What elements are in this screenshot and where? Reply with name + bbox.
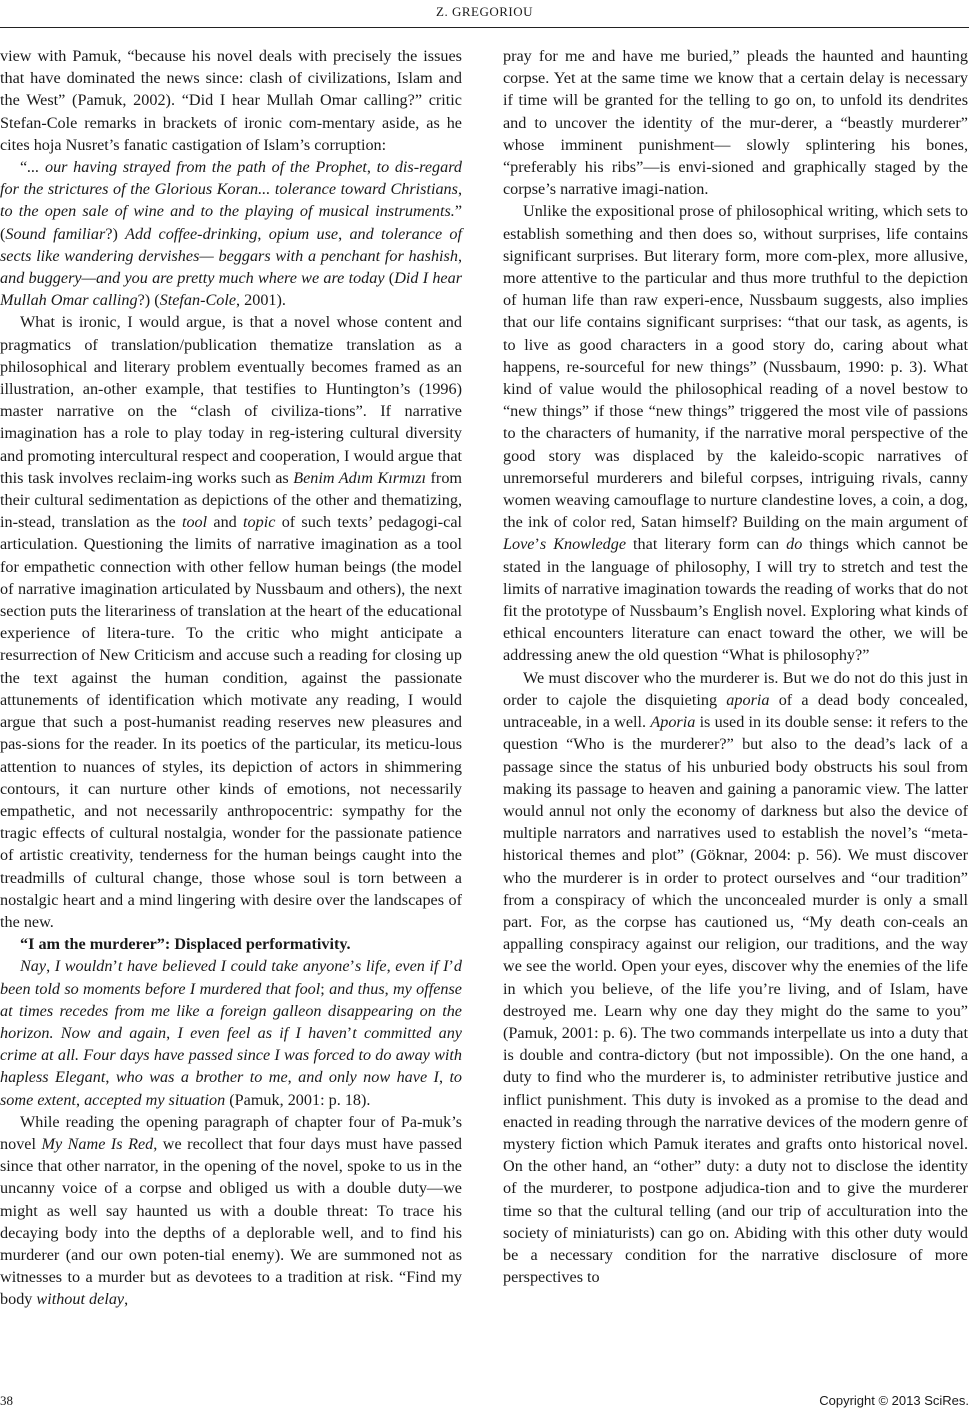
italic-text: and thus <box>329 979 385 998</box>
italic-text: do <box>786 535 803 554</box>
italic-text: and tolerance of sects like wandering dervishes— beggars with a penchant for hashish <box>0 224 463 265</box>
italic-text: Did I hear Mullah Omar calling <box>0 269 462 310</box>
text-run: ?) ( <box>137 291 160 310</box>
italic-text: to the open sale of wine and to the playing of musical instruments. <box>0 202 455 221</box>
italic-text: My Name Is Red <box>41 1134 154 1153</box>
italic-text: aporia <box>726 690 770 709</box>
text-run: “ <box>20 158 28 177</box>
italic-text: to some extent <box>0 1068 463 1109</box>
italic-text: Add coffee-drinking <box>125 224 258 243</box>
copyright-notice: Copyright © 2013 SciRes. <box>819 1393 969 1408</box>
text-run: , <box>386 957 396 976</box>
text-run: is used in its double sense: it refers to the question “Who is the murderer?” but also to the dead’s lack of a passage since the status of his unburied body obstructs his soul from making its passage to heaven and gaining a panoramic view. The latter would annul not only the economy of darkness but also the device of multiple narrators and narratives used to establish the novel’s “meta-historical themes and plot” (Göknar, 2004: p. 56). We must discover who the murderer is in order to protect ourselves and “our tradition” from a conspiracy of which the unconcealed murder is only a small part. For, as the corpse has cautioned us, “My death con-ceals an appalling conspiracy against our religion, our traditions, and the way we see the world. Open your eyes, discover why the enemies of the life in which you believe, of the life you’re living, and of Islam, have destroyed me. Learn why one day they might do the same to you” (Pamuk, 2001: p. 6). The two commands interpellate us into a duty that is double and contra-dictory (but not impossible). On the one hand, a duty to find who the murderer is, to administer retributive justice and inflict punishment. This duty is invoked as a promise to the dead and enacted in reading through the narrative devices of the modern genre of mystery fiction which Pamuk iterates and grafts onto historical novel. On the other hand, an “other” duty: a duty not to disclose the identity of the murderer, to postpone adjudica-tion and to give the murderer time so that the cultural telling (and our trip of acculturation into the society of miniaturists) can go on. Abiding with this other duty would be a necessary condition for the narrative disclosure of more perspectives to <box>503 713 968 1287</box>
text-run: , <box>457 246 462 265</box>
italic-text: and only now have I <box>298 1068 439 1087</box>
paragraph <box>503 667 968 1289</box>
italic-text: who was a brother to me <box>115 1068 288 1087</box>
italic-text: opium use <box>268 224 339 243</box>
italic-text: Aporia <box>650 713 696 732</box>
italic-text: even if I <box>395 957 449 976</box>
text-run: ’ <box>534 535 540 554</box>
italic-text: t committed any crime at all. Four days have passed since I was forced to do away with hapless Elegant <box>0 1023 462 1087</box>
italic-text: tool <box>181 513 208 532</box>
text-run: ; <box>320 979 330 998</box>
paragraph <box>503 200 968 666</box>
paragraph <box>0 311 462 933</box>
text-run: ’ <box>346 1023 353 1042</box>
block-quote <box>0 156 462 311</box>
text-run: , <box>338 224 350 243</box>
text-run: , <box>46 957 55 976</box>
italic-text: Benim Adım Kırmızı <box>293 468 427 487</box>
text-run: While reading the opening paragraph of chapter four of Pa-muk’s novel <box>0 1112 462 1153</box>
italic-text: I wouldn <box>54 957 113 976</box>
paragraph <box>0 45 462 156</box>
text-run: view with Pamuk, “because his novel deals with precisely the issues that have dominated the news since: clash of civilizations, Islam and the West” (Pamuk, 2002). “Did I hear Mullah Omar calling?” critic Stefan-Cole remarks in brackets of ironic com-mentary aside, as he cites hoja Nusret’s fanatic castigation of Islam’s corruption: <box>0 47 462 154</box>
paragraph <box>0 1111 462 1311</box>
italic-text: d been told so moments before I murdered that fool <box>0 957 463 998</box>
italic-text: Stefan-Cole <box>159 291 237 310</box>
text-run: things which cannot be stated in the language of philosophy, I will try to stretch and test the limits of narrative imagination towards the reading of works that do not fit the prototype of Nussbaum’s English novel. Exploring what kinds of ethical encounters literature can enact toward the other, we will be addressing anew the old question “What is philosophy?” <box>503 535 968 665</box>
text-run: ’ <box>448 957 454 976</box>
text-run: ’ <box>112 957 118 976</box>
section-heading: “I am the murderer”: Displaced performativity. <box>20 935 351 954</box>
text-run: , <box>384 979 393 998</box>
text-run: of such texts’ pedagogi-cal articulation. Questioning the limits of narrative imagination as a tool for empathetic connection with other fellow human beings (the model of narrative imagination articulated by Nussbaum and others), the next section puts the literariness of translation at the heart of the educational experience of litera-ture. To the critic who might anticipate a resurrection of New Criticism and accuse such a reading for closing up the text against the human condition, against the passionate attunements of identification which motivate any reading, I would argue that such a post-humanist reading reserves new pleasures and pas-sions for the reader. In its poetics of the particular, its meticu-lous attention to nuances of styles, its depiction of actors in shimmering contours, it can nurture other kinds of emotions, not necessarily empathetic, and not necessarily anthropocentric: sympathy for the tragic effects of cultural nostalgia, wonder for the passionate patience of artistic creativity, tenderness for the human beings caught into the treadmills of cultural change, those whose soul is torn between a nostalgic heart and a mind lingering with desire over the landscapes of the new. <box>0 513 462 931</box>
text-run: that literary form can <box>626 535 787 554</box>
text-run: , <box>438 1068 450 1087</box>
italic-text: Love <box>503 535 535 554</box>
italic-text: my offense at times recedes from me like a foreign galleon disappearing on the horizon. Now and again <box>0 979 462 1042</box>
italic-text: s Knowledge <box>539 535 627 554</box>
text-run: , <box>166 1023 178 1042</box>
text-run: from their cultural sedimentation as depictions of the other and thematizing, in-stead, translation as the <box>0 468 463 532</box>
right-column <box>503 45 968 1288</box>
running-head: Z. GREGORIOU <box>436 4 533 19</box>
italic-text: accepted my situation <box>84 1090 226 1109</box>
text-run: ?) <box>105 224 126 243</box>
italic-text: Nay <box>20 957 47 976</box>
italic-text: without delay <box>36 1290 125 1309</box>
italic-text: s life <box>354 957 387 976</box>
text-run: of a dead body concealed, untraceable, in a well. <box>503 690 968 732</box>
header-rule <box>0 27 969 28</box>
italic-text: to dis-regard for the strictures of the Glorious Koran... tolerance toward Christians <box>0 158 462 199</box>
text-run: , 2001). <box>236 291 286 310</box>
paragraph <box>503 45 968 200</box>
italic-text: t have believed I could take anyone <box>117 957 350 976</box>
text-run: ” ( <box>0 202 462 243</box>
text-run: , <box>366 158 377 177</box>
text-run: , <box>457 180 462 199</box>
text-run: ( <box>384 269 395 288</box>
text-run: , <box>75 1090 85 1109</box>
page-number: 38 <box>0 1393 13 1408</box>
text-run: (Pamuk, 2001: p. 18). <box>225 1090 371 1109</box>
block-quote <box>0 955 462 1110</box>
text-run: , <box>257 224 269 243</box>
text-run: , <box>124 1290 129 1309</box>
text-run: We must discover who the murderer is. But we do not do this just in order to cajole the disquieting <box>503 668 968 709</box>
text-run: What is ironic, I would argue, is that a novel whose content and pragmatics of translation/publication thematize translation as a philosophical and literary problem eventually becomes framed as an illustration, an-other example, that testifies to Huntington’s (1996) master narrative on the “clash of civiliza-tions”. If narrative imagination has a role to play today in reg-istering cultural diversity and promoting intercultural respect and cooperation, I would argue that this task involves reclaim-ing works such as <box>0 313 462 487</box>
left-column <box>0 45 462 1311</box>
text-run: and <box>207 513 244 532</box>
text-run: Unlike the expositional prose of philosophical writing, which sets to establish something and then does so, without surprises, life contains significant surprises. But literary form, more com-plex, more allusive, more attentive to the particular and thus more truthful to the depiction of human life than raw experi-ence, Nussbaum suggests, also implies that our life contains significant surprises: “that our task, as agents, is to live as good characters in a good story do, caring about what happens, re-sourceful for new things” (Nussbaum, 1990: p. 3). What kind of value would the philosophical reading of a novel bestow to “new things” if those “new things” triggered the most vile of passions to the characters of humanity, if the narrative moral perspective of the good story was displaced by the kaleido-scopic narratives of unremorseful murderers and bileful corpses, intriguing rivals, canny women weaving camouflage to nurture clandestine loves, a coin, a dog, the ink of color red, Satan himself? Building on the main argument of <box>503 202 968 532</box>
italic-text: topic <box>243 513 276 532</box>
italic-text: Sound familiar <box>5 224 106 243</box>
italic-text: and buggery—and you are pretty much where we are today <box>0 269 385 288</box>
italic-text: I even feel as if I haven <box>177 1023 347 1042</box>
text-run: , <box>287 1068 299 1087</box>
text-run: , we recollect that four days must have passed since that other narrator, in the opening of the novel, spoke to us in the uncanny voice of a corpse and obliged us with a double duty—we might as well say haunted us with a double threat: To trace his decaying body into the depths of a deplorable well, and to find his murderer (and our own poten-tial enemy). We are summoned not as witnesses to a murder but as devotees to a tradition at risk. “Find my body <box>0 1134 463 1309</box>
text-run: , <box>105 1068 116 1087</box>
italic-text: ... our having strayed from the path of the Prophet <box>27 158 367 177</box>
text-run: ’ <box>349 957 355 976</box>
text-run: pray for me and have me buried,” pleads the haunted and haunting corpse. Yet at the same time we know that a certain delay is necessary if time will be granted for the telling to go on, to unfold its dendrites and to uncover the identity of the mur-derer, a “beastly murderer” whose imminent punishment— slowly splintering his bones, “preferably his ribs”—is envi-sioned and graphically staged by the corpse’s narrative imagi-nation. <box>503 47 968 199</box>
